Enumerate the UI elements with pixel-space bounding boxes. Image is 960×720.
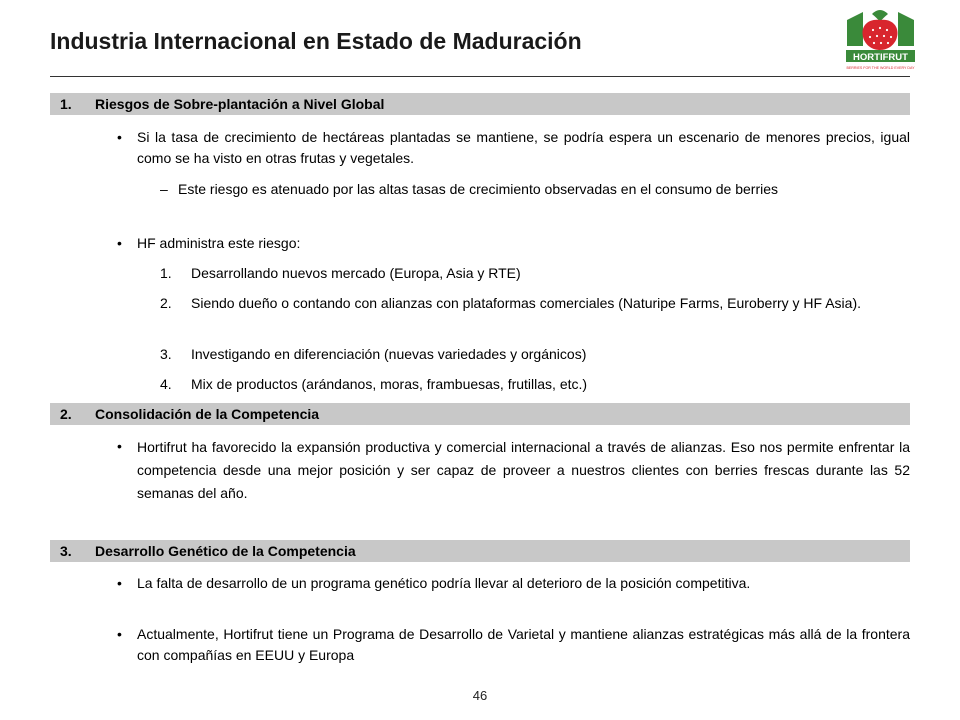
numbered-item-text: Desarrollando nuevos mercado (Europa, Asia y RTE) (191, 265, 521, 281)
numbered-item-text: Investigando en diferenciación (nuevas variedades y orgánicos) (191, 346, 587, 362)
section-heading: Desarrollo Genético de la Competencia (95, 543, 356, 559)
page-number: 46 (472, 688, 488, 703)
bullet-mark: • (117, 438, 122, 454)
dash-mark: – (160, 181, 168, 197)
numbered-item-text: Siendo dueño o contando con alianzas con plataformas comerciales (Naturipe Farms, Euroberry y HF Asia). (191, 295, 861, 311)
bullet-mark: • (117, 129, 122, 145)
numbered-mark: 2. (160, 295, 172, 311)
page-title: Industria Internacional en Estado de Maduración (50, 28, 582, 54)
section-number: 1. (60, 96, 72, 112)
section-number: 2. (60, 406, 72, 422)
numbered-mark: 1. (160, 265, 172, 281)
section-header-consolidacion (50, 403, 910, 425)
hortifrut-logo (843, 6, 918, 74)
section-header-riesgos (50, 93, 910, 115)
numbered-mark: 4. (160, 376, 172, 392)
bullet-text: Hortifrut ha favorecido la expansión productiva y comercial internacional a través de alianzas. Eso nos permite enfrentar la competencia desde una mejor posición y ser capaz de proveer a nuestros clientes con berries frescas durante las 52 semanas del año. (137, 439, 910, 501)
section-header-desarrollo-genetico (50, 540, 910, 562)
bullet-text: La falta de desarrollo de un programa genético podría llevar al deterioro de la posición competitiva. (137, 575, 751, 591)
bullet-text: Si la tasa de crecimiento de hectáreas plantadas se mantiene, se podría espera un escenario de menores precios, igual como se ha visto en otras frutas y vegetales. (137, 129, 910, 166)
bullet-text: HF administra este riesgo: (137, 235, 301, 251)
bullet-mark: • (117, 626, 122, 642)
numbered-item-text: Mix de productos (arándanos, moras, frambuesas, frutillas, etc.) (191, 376, 588, 392)
strawberry-logo-icon (843, 6, 918, 74)
logo-wordmark: HORTIFRUT (853, 52, 908, 63)
section-heading: Consolidación de la Competencia (95, 406, 320, 422)
sub-bullet-text: Este riesgo es atenuado por las altas tasas de crecimiento observadas en el consumo de berries (178, 181, 779, 197)
bullet-mark: • (117, 575, 122, 591)
logo-tagline: BERRIES FOR THE WORLD EVERY DAY (846, 66, 915, 70)
section-number: 3. (60, 543, 72, 559)
title-divider (50, 76, 910, 77)
numbered-mark: 3. (160, 346, 172, 362)
bullet-mark: • (117, 235, 122, 251)
section-heading: Riesgos de Sobre-plantación a Nivel Global (95, 96, 385, 112)
bullet-text: Actualmente, Hortifrut tiene un Programa de Desarrollo de Varietal y mantiene alianzas estratégicas más allá de la frontera con compañías en EEUU y Europa (137, 626, 910, 663)
